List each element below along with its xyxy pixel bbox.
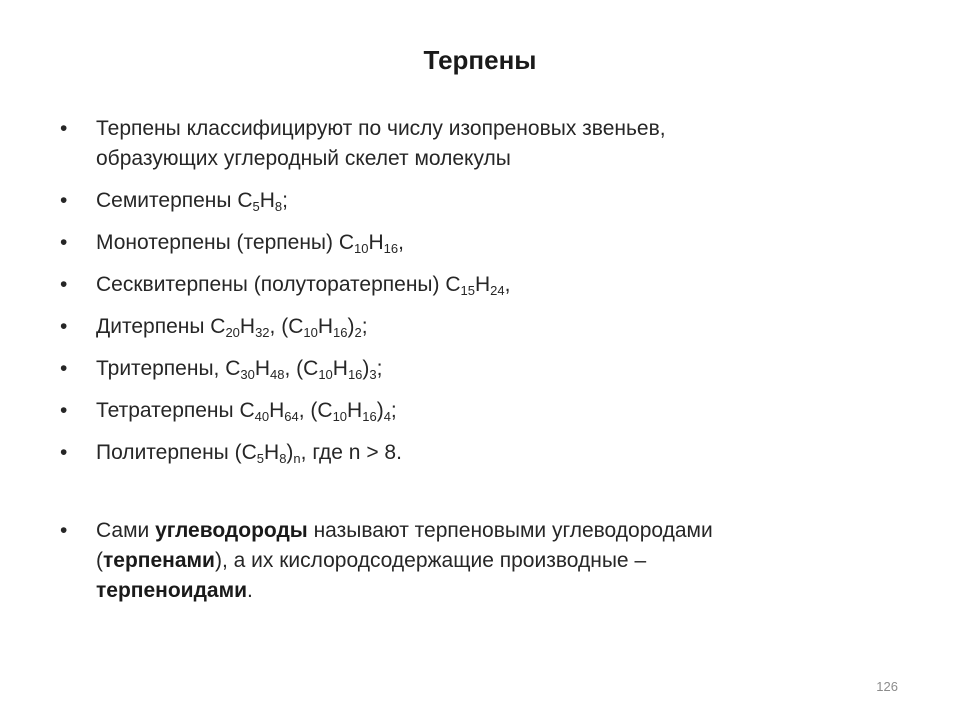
bullet-tail: ; (390, 399, 397, 422)
bold-term-terpenes: терпенами (103, 549, 215, 572)
formula-subscript: 48 (270, 367, 285, 382)
formula-subscript: 32 (255, 325, 270, 340)
formula-subscript: 15 (460, 283, 475, 298)
bullet-tail: , где n > 8. (300, 441, 402, 464)
bold-term-terpenoids: терпеноидами (96, 579, 248, 602)
bullet-list (60, 114, 860, 606)
bullet-item-tetraterpenes (60, 396, 860, 426)
bullet-tail: , (398, 231, 404, 254)
bullet-dot-icon: • (60, 399, 68, 422)
formula-subscript: 5 (256, 451, 265, 466)
bullet-item-triterpenes (60, 354, 860, 384)
bullet-label: Семитерпены C (96, 189, 253, 212)
bullet-tail: ; (282, 189, 288, 212)
bold-term-hydrocarbons: углеводороды (155, 519, 308, 542)
bullet-item-sesquiterpenes (60, 270, 860, 300)
formula-element: H (332, 357, 348, 380)
formula-subscript: 16 (333, 325, 348, 340)
bullet-item-diterpenes (60, 312, 860, 342)
bullet-dot-icon: • (60, 189, 68, 212)
bullet-label: Дитерпены C (96, 315, 226, 338)
bullet-text: . (247, 579, 253, 602)
formula-element: H (239, 315, 256, 338)
bullet-label: Тетратерпены C (96, 399, 255, 422)
formula-element: H (259, 189, 275, 212)
bullet-label: Сесквитерпены (полуторатерпены) C (96, 273, 461, 296)
formula-subscript: 8 (279, 451, 287, 466)
formula-subscript: n (293, 451, 301, 466)
formula-subscript: 4 (383, 409, 391, 424)
formula-subscript: 3 (369, 367, 377, 382)
bullet-dot-icon: • (60, 315, 68, 338)
formula-subscript: 16 (362, 409, 377, 424)
formula-subscript: 24 (490, 283, 505, 298)
bullet-item-polyterpenes (60, 438, 860, 468)
formula-paren: ) (286, 441, 294, 464)
bullet-label: Политерпены (C (96, 441, 257, 464)
formula-subscript: 10 (332, 409, 348, 424)
formula-paren: ) (376, 399, 384, 422)
formula-subscript: 8 (274, 199, 283, 214)
formula-subscript: 10 (303, 325, 318, 340)
page-number: 126 (876, 679, 898, 694)
bullet-tail: , (504, 273, 511, 296)
formula-element: H (368, 231, 384, 254)
formula-element: H (347, 399, 363, 422)
bullet-dot-icon: • (60, 231, 68, 254)
bullet-text: ( (96, 549, 103, 572)
formula-subscript: 10 (318, 367, 333, 382)
formula-subscript: 20 (225, 325, 240, 340)
bullet-dot-icon: • (60, 519, 68, 542)
formula-subscript: 16 (383, 241, 399, 256)
bullet-text-line2: образующих углеродный скелет молекулы (96, 147, 511, 170)
formula-element: H (474, 273, 491, 296)
formula-subscript: 2 (354, 325, 362, 340)
formula-paren: ) (362, 357, 370, 380)
formula-text: , (C (284, 357, 319, 380)
bullet-text: называют терпеновыми углеводородами (307, 519, 713, 542)
bullet-dot-icon: • (60, 273, 68, 296)
bullet-dot-icon: • (60, 117, 68, 140)
formula-paren: ) (347, 315, 355, 338)
formula-subscript: 64 (284, 409, 299, 424)
bullet-text: ), а их кислородсодержащие производные – (214, 549, 647, 572)
bullet-text: Сами (96, 519, 156, 542)
formula-text: , (C (298, 399, 333, 422)
bullet-dot-icon: • (60, 441, 68, 464)
formula-subscript: 40 (254, 409, 270, 424)
formula-element: H (269, 399, 285, 422)
bullet-text-line1: Терпены классифицируют по числу изопреновых звеньев, (96, 117, 666, 140)
bullet-dot-icon: • (60, 357, 68, 380)
bullet-item-classification (60, 114, 860, 174)
formula-element: H (254, 357, 271, 380)
bullet-tail: ; (361, 315, 368, 338)
bullet-label: Тритерпены, C (96, 357, 241, 380)
slide-title: Терпены (423, 45, 537, 75)
formula-subscript: 10 (354, 241, 369, 256)
bullet-item-hemiterpenes (60, 186, 860, 216)
formula-text: , (C (269, 315, 304, 338)
bullet-item-terpenoids (60, 516, 860, 606)
formula-subscript: 5 (252, 199, 260, 214)
bullet-item-monoterpenes (60, 228, 860, 258)
formula-subscript: 30 (240, 367, 255, 382)
formula-element: H (317, 315, 334, 338)
formula-element: H (264, 441, 280, 464)
bullet-tail: ; (376, 357, 383, 380)
formula-subscript: 16 (347, 367, 363, 382)
bullet-label: Монотерпены (терпены) C (96, 231, 355, 254)
